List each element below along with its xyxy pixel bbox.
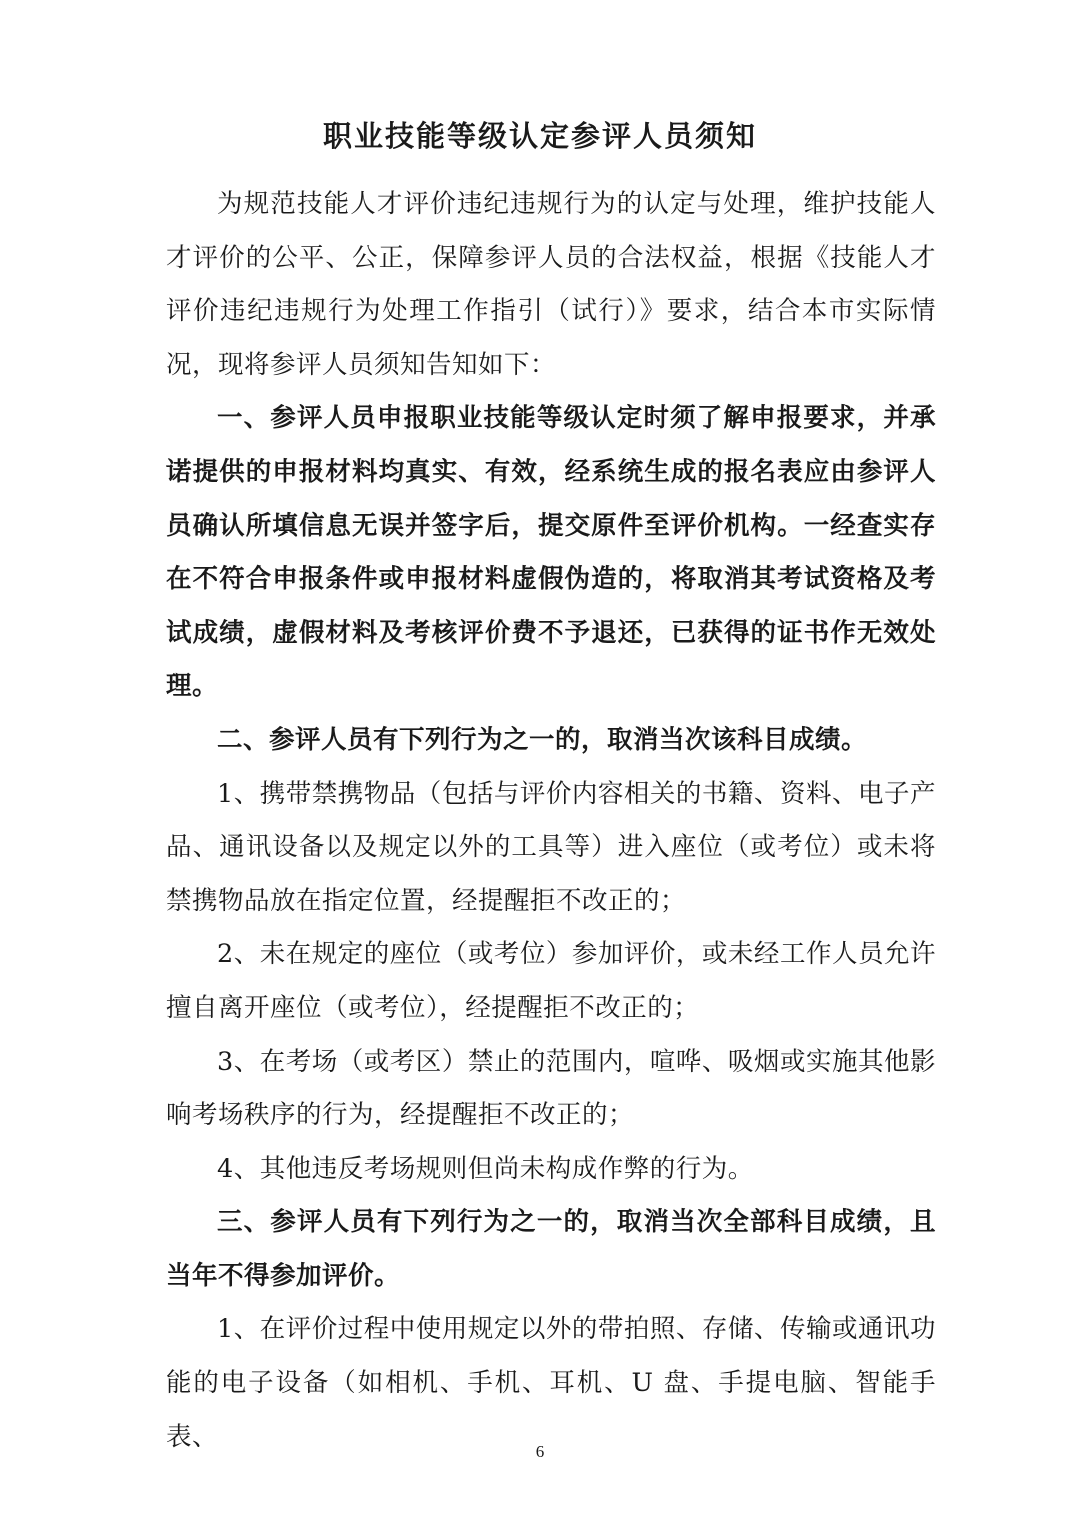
page-title: 职业技能等级认定参评人员须知 xyxy=(322,119,757,153)
paragraph-item-2-4: 4、其他违反考场规则但尚未构成作弊的行为。 xyxy=(217,1153,754,1184)
paragraph-item-3-1: 1、在评价过程中使用规定以外的带拍照、存储、传输或通讯功能的电子设备（如相机、手机、耳机、U 盘、手提电脑、智能手表、 xyxy=(166,1314,936,1452)
paragraph-intro: 为规范技能人才评价违纪违规行为的认定与处理，维护技能人才评价的公平、公正，保障参评人员的合法权益，根据《技能人才评价违纪违规行为处理工作指引（试行）》要求，结合本市实际情况，现将参评人员须知告知如下： xyxy=(166,189,936,380)
paragraph-section-1: 一、参评人员申报职业技能等级认定时须了解申报要求，并承诺提供的申报材料均真实、有效，经系统生成的报名表应由参评人员确认所填信息无误并签字后，提交原件至评价机构。一经查实存在不符合申报条件或申报材料虚假伪造的，将取消其考试资格及考试成绩，虚假材料及考核评价费不予退还，已获得的证书作无效处理。 xyxy=(166,403,936,702)
paragraph-item-2-3: 3、在考场（或考区）禁止的范围内，喧哗、吸烟或实施其他影响考场秩序的行为，经提醒拒不改正的； xyxy=(166,1046,936,1131)
paragraph-section-3: 三、参评人员有下列行为之一的，取消当次全部科目成绩，且当年不得参加评价。 xyxy=(166,1207,936,1291)
paragraph-item-2-1: 1、携带禁携物品（包括与评价内容相关的书籍、资料、电子产品、通讯设备以及规定以外的工具等）进入座位（或考位）或未将禁携物品放在指定位置，经提醒拒不改正的； xyxy=(166,778,936,916)
paragraph-item-2-2: 2、未在规定的座位（或考位）参加评价，或未经工作人员允许擅自离开座位（或考位），经提醒拒不改正的； xyxy=(166,939,936,1023)
paragraph-section-2: 二、参评人员有下列行为之一的，取消当次该科目成绩。 xyxy=(217,724,868,755)
page-number: 6 xyxy=(535,1442,545,1461)
document-body xyxy=(166,178,936,1464)
